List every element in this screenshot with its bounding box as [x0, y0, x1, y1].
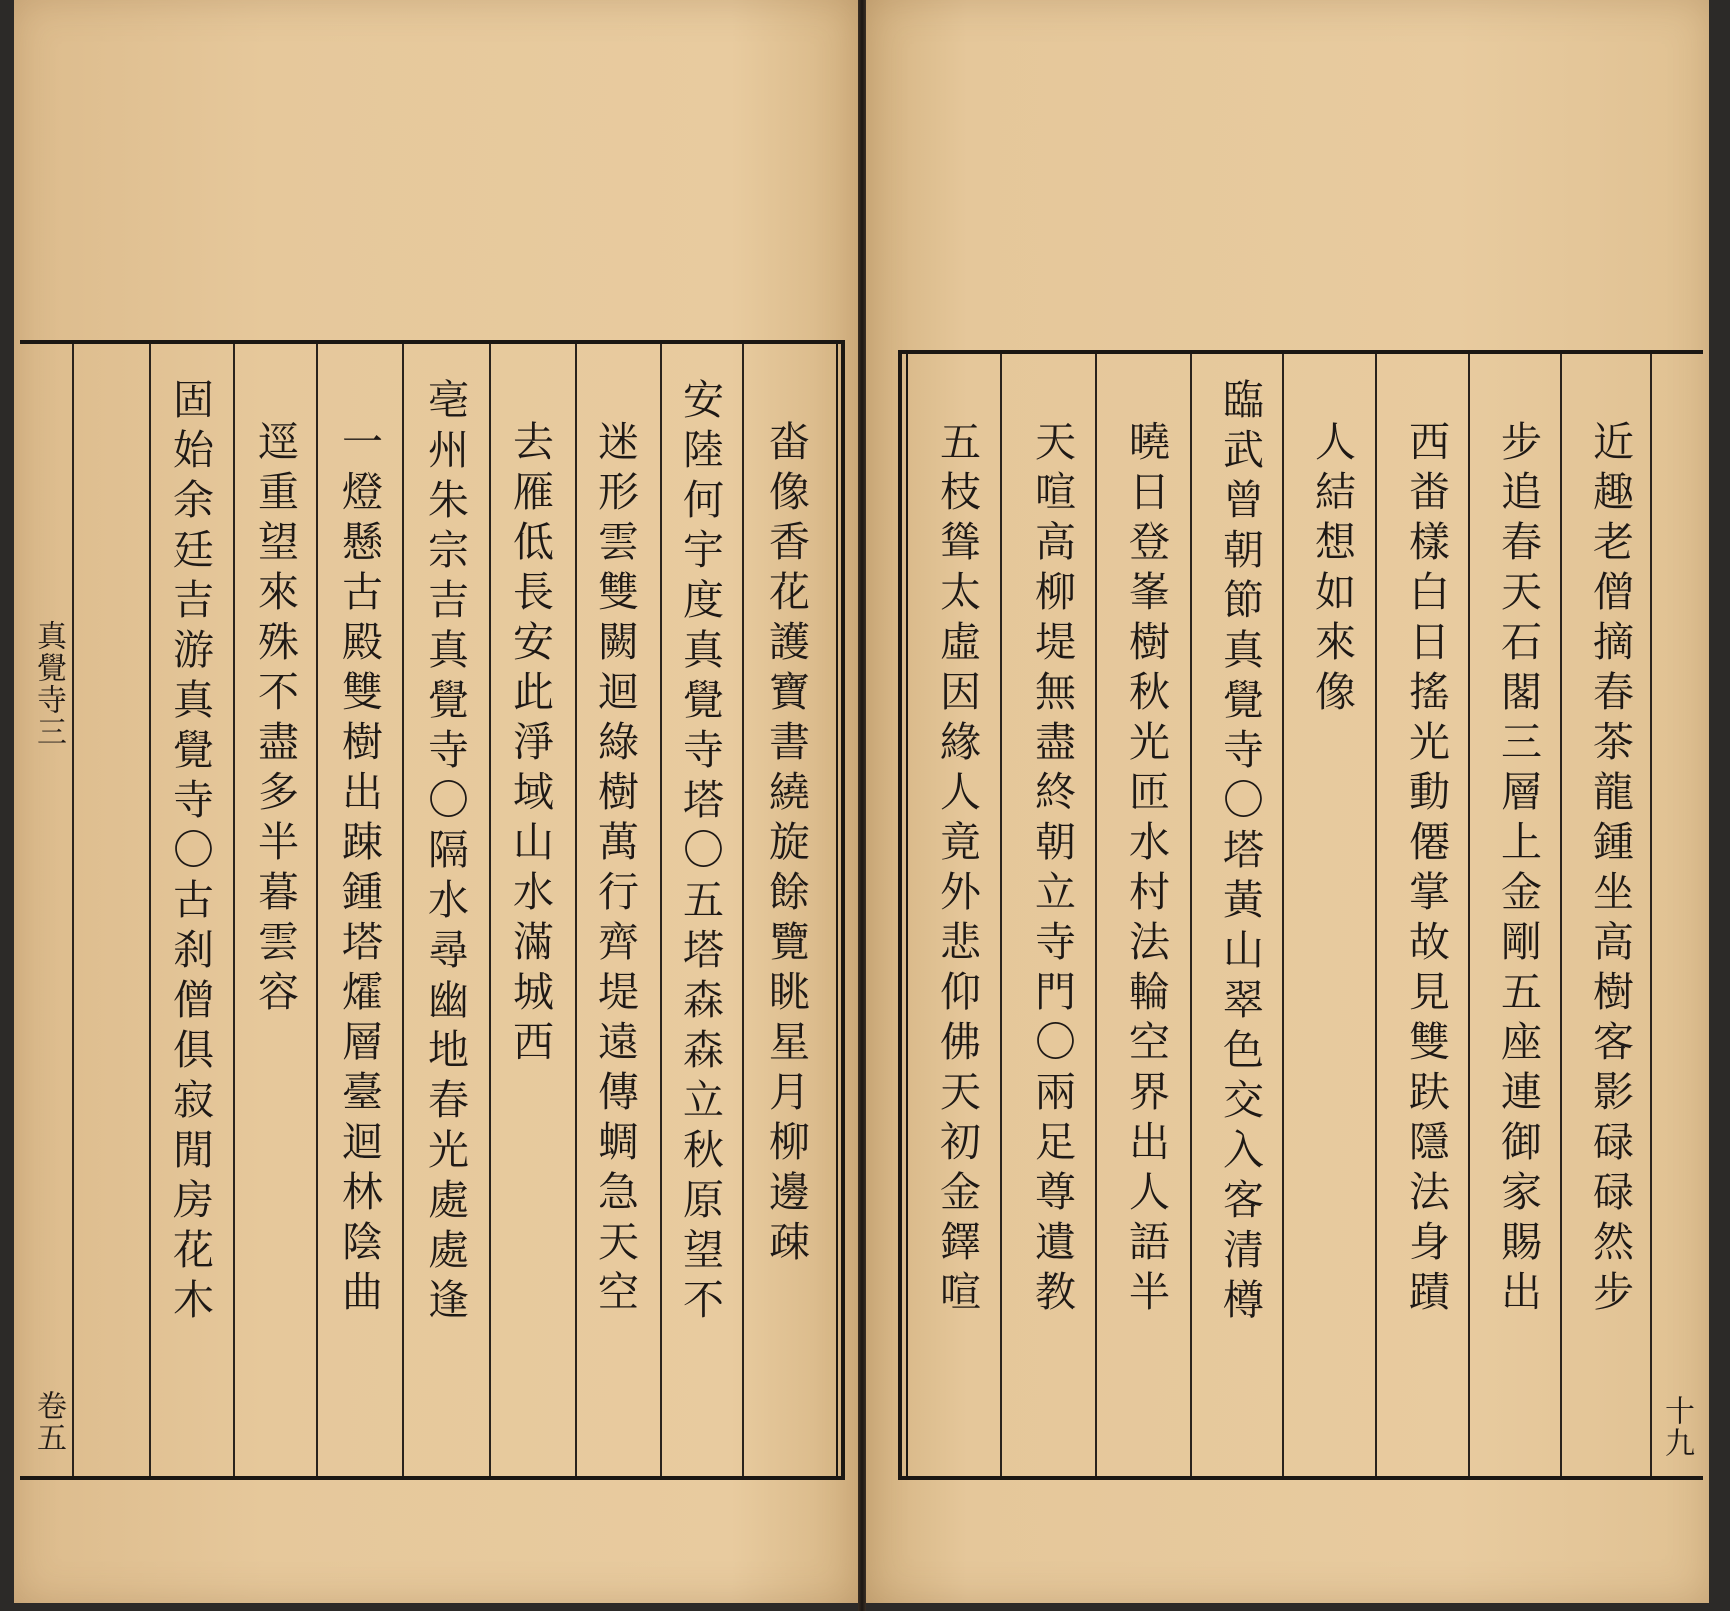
margin-volume: 卷五 — [31, 1390, 66, 1454]
column-rule — [660, 344, 662, 1476]
right-column-1: 近趣老僧摘春茶龍鍾坐高樹客影碌碌然步 — [1586, 420, 1634, 1320]
right-column-7: 天喧高柳堤無盡終朝立寺門〇兩足尊遺教 — [1028, 420, 1076, 1320]
column-rule — [1282, 354, 1284, 1476]
column-rule — [1095, 354, 1097, 1476]
right-column-5: 臨武曾朝節真覺寺〇塔黃山翠色交入客清樽 — [1216, 378, 1264, 1328]
column-rule — [1000, 354, 1002, 1476]
column-rule — [149, 344, 151, 1476]
column-rule — [1375, 354, 1377, 1476]
column-rule — [1560, 354, 1562, 1476]
right-column-2: 步追春天石閣三層上金剛五座連御家賜出 — [1494, 420, 1542, 1320]
column-rule — [1468, 354, 1470, 1476]
column-rule — [1190, 354, 1192, 1476]
left-column-1: 畓像香花護寶書繞旋餘覽眺星月柳邊疎 — [762, 420, 810, 1270]
right-column-3: 西畨樣白日搖光動僊掌故見雙趺隱法身蹟 — [1402, 420, 1450, 1320]
left-column-8: 固始余廷吉游真覺寺〇古刹僧俱寂閒房花木 — [166, 378, 214, 1328]
left-column-5: 亳州朱宗吉真覺寺〇隔水尋幽地春光處處逢 — [421, 378, 469, 1328]
left-column-4: 去雁低長安此淨域山水滿城西 — [506, 420, 554, 1070]
margin-rule — [72, 344, 74, 1476]
column-rule — [316, 344, 318, 1476]
column-rule — [742, 344, 744, 1476]
folio-number: 十九 — [1659, 1395, 1694, 1459]
column-rule — [402, 344, 404, 1476]
left-column-6: 一燈懸古殿雙樹出踈鍾塔㸌層臺迴林陰曲 — [335, 420, 383, 1320]
left-column-3: 迷形雲雙闕迴綠樹萬行齊堤遠傳蜩急天空 — [591, 420, 639, 1320]
left-column-7: 逕重望來殊不盡多半暮雲容 — [251, 420, 299, 1020]
column-rule — [575, 344, 577, 1476]
right-column-4: 人結想如來像 — [1308, 420, 1356, 720]
margin-rule — [1650, 354, 1652, 1476]
right-column-6: 曉日登峯樹秋光匝水村法輪空界出人語半 — [1122, 420, 1170, 1320]
left-column-2: 安陸何宇度真覺寺塔〇五塔森森立秋原望不 — [676, 378, 724, 1328]
book-spine — [858, 0, 866, 1611]
column-rule — [489, 344, 491, 1476]
column-rule — [233, 344, 235, 1476]
margin-title: 真覺寺三 — [31, 620, 66, 748]
right-column-8: 五枝聳太虛因緣人竟外悲仰佛天初金鐸喧 — [933, 420, 981, 1320]
